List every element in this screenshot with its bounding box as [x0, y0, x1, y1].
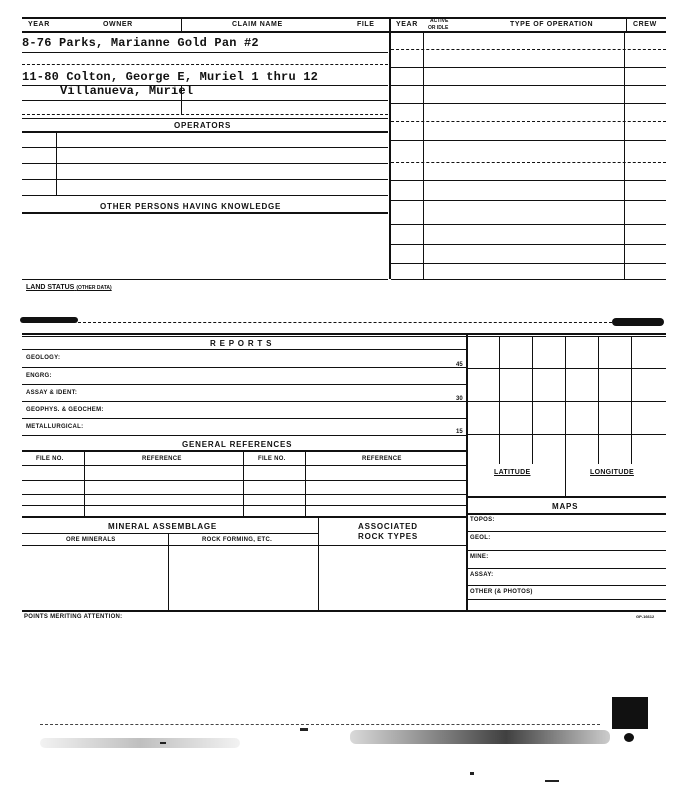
- ruled-line: [22, 114, 388, 115]
- top-border: [22, 17, 666, 19]
- operators-divider: [56, 133, 57, 195]
- header-owner: OWNER: [103, 21, 133, 28]
- ruled-line: [391, 200, 666, 201]
- header-file: FILE: [357, 21, 375, 28]
- scan-smear: [350, 730, 610, 744]
- grid-number-45: 45: [456, 362, 463, 368]
- header-year: YEAR: [28, 21, 50, 28]
- grid-col: [565, 336, 566, 496]
- header-divider: [181, 17, 182, 31]
- crew-column-divider: [624, 31, 625, 279]
- scan-smear-light: [40, 738, 240, 748]
- scan-speck: [470, 772, 474, 775]
- maps-topos-label: TOPOS:: [470, 517, 495, 523]
- grid-col: [631, 336, 632, 464]
- grid-number-15: 15: [456, 429, 463, 435]
- entry-villanueva: Villanueva, Muriel: [60, 84, 194, 98]
- section-rule: [466, 496, 666, 498]
- ruled-line: [22, 494, 466, 495]
- ruled-line: [22, 505, 466, 506]
- land-status-label: [26, 284, 112, 291]
- grid-col: [598, 336, 599, 464]
- header-type-of-operation: TYPE OF OPERATION: [510, 21, 594, 28]
- ruled-line: [466, 531, 666, 532]
- ruled-line: [22, 533, 318, 534]
- ruled-line: [22, 545, 466, 546]
- section-rule: [22, 131, 388, 133]
- ref-reference-1: REFERENCE: [142, 456, 182, 462]
- land-status-sub: (OTHER DATA): [76, 285, 112, 291]
- ruled-line: [466, 568, 666, 569]
- smudge-right: [612, 318, 664, 326]
- scan-speck: [300, 728, 308, 731]
- ref-divider: [305, 450, 306, 516]
- general-references-heading: GENERAL REFERENCES: [182, 440, 293, 449]
- section-rule: [22, 516, 466, 518]
- main-divider: [389, 17, 391, 279]
- latitude-label: LATITUDE: [494, 469, 531, 476]
- header-divider: [626, 17, 627, 31]
- form-number: GP-16612: [636, 614, 655, 619]
- header-crew: CREW: [633, 21, 657, 28]
- points-meriting-attention-label: POINTS MERITING ATTENTION:: [24, 614, 123, 620]
- smudge-left: [20, 317, 78, 323]
- ruled-line: [22, 480, 466, 481]
- ruled-line: [391, 121, 666, 122]
- grid-col: [532, 336, 533, 464]
- ruled-line: [22, 163, 388, 164]
- ruled-line: [466, 550, 666, 551]
- grid-row: [466, 434, 666, 435]
- entry-colton: 11-80 Colton, George E, Muriel 1 thru 12: [22, 70, 319, 84]
- ruled-line: [391, 224, 666, 225]
- ruled-line: [22, 64, 388, 65]
- engrg-label: ENGRG:: [26, 373, 52, 379]
- section-rule: [22, 610, 666, 612]
- section-rule: [22, 450, 466, 452]
- mineral-divider: [318, 516, 319, 611]
- ruled-line: [22, 384, 466, 385]
- ruled-line: [391, 49, 666, 50]
- reports-top-rule-thin: [22, 336, 666, 337]
- grid-row: [466, 368, 666, 369]
- maps-other-label: OTHER (& PHOTOS): [470, 589, 533, 595]
- ruled-line: [22, 401, 466, 402]
- ruled-line: [22, 52, 388, 53]
- active-column-divider: [423, 31, 424, 279]
- ruled-line: [78, 322, 612, 323]
- ref-divider: [84, 450, 85, 516]
- ref-divider: [243, 450, 244, 516]
- grid-col: [499, 336, 500, 464]
- entry-parks: 8-76 Parks, Marianne Gold Pan #2: [22, 36, 259, 50]
- ruled-line: [391, 244, 666, 245]
- ruled-line: [391, 67, 666, 68]
- geology-label: GEOLOGY:: [26, 355, 61, 361]
- associated-heading-1: ASSOCIATED: [358, 522, 418, 531]
- ruled-line: [22, 179, 388, 180]
- ruled-line: [391, 103, 666, 104]
- maps-mine-label: MINE:: [470, 554, 489, 560]
- section-rule: [22, 212, 388, 214]
- ruled-line: [22, 465, 466, 466]
- ruled-line: [391, 85, 666, 86]
- other-persons-heading: OTHER PERSONS HAVING KNOWLEDGE: [100, 202, 282, 211]
- reports-top-rule: [22, 333, 666, 335]
- rock-forming-label: ROCK FORMING, ETC.: [202, 537, 273, 543]
- header-year-2: YEAR: [396, 21, 418, 28]
- maps-geol-label: GEOL:: [470, 535, 491, 541]
- header-or-idle: OR IDLE: [428, 25, 449, 31]
- grid-number-30: 30: [456, 396, 463, 402]
- ore-minerals-label: ORE MINERALS: [66, 537, 116, 543]
- scan-dark-block: [612, 697, 648, 729]
- assay-ident-label: ASSAY & IDENT:: [26, 390, 78, 396]
- ruled-line: [22, 100, 388, 101]
- ruled-line: [391, 180, 666, 181]
- maps-heading: MAPS: [552, 502, 579, 511]
- ruled-line: [22, 147, 388, 148]
- header-active: ACTIVE: [430, 18, 449, 24]
- longitude-label: LONGITUDE: [590, 469, 634, 476]
- header-bottom-rule: [22, 31, 666, 33]
- ruled-line: [22, 367, 466, 368]
- ref-file-no-2: FILE NO.: [258, 456, 286, 462]
- ruled-line: [22, 435, 466, 436]
- scan-noise-line: [40, 724, 600, 725]
- land-status-text: LAND STATUS: [26, 284, 75, 291]
- ref-reference-2: REFERENCE: [362, 456, 402, 462]
- ruled-line: [22, 195, 388, 196]
- associated-heading-2: ROCK TYPES: [358, 532, 419, 541]
- geophys-label: GEOPHYS. & GEOCHEM:: [26, 407, 104, 413]
- section-rule: [466, 513, 666, 515]
- ruled-line: [466, 599, 666, 600]
- ref-file-no-1: FILE NO.: [36, 456, 64, 462]
- ruled-line: [391, 162, 666, 163]
- scan-speck: [545, 780, 559, 782]
- maps-assay-label: ASSAY:: [470, 572, 494, 578]
- ruled-line: [22, 279, 388, 280]
- scan-dot: [624, 733, 634, 742]
- operators-heading: OPERATORS: [174, 121, 232, 130]
- ruled-line: [22, 349, 466, 350]
- ruled-line: [391, 263, 666, 264]
- ruled-line: [391, 279, 666, 280]
- metallurgical-label: METALLURGICAL:: [26, 424, 84, 430]
- ruled-line: [466, 585, 666, 586]
- grid-row: [466, 401, 666, 402]
- scan-speck: [160, 742, 166, 744]
- ruled-line: [22, 418, 466, 419]
- header-claim-name: CLAIM NAME: [232, 21, 283, 28]
- reports-heading: R E P O R T S: [210, 339, 273, 348]
- mineral-assemblage-heading: MINERAL ASSEMBLAGE: [108, 522, 218, 531]
- ruled-line: [391, 140, 666, 141]
- section-rule: [22, 118, 388, 119]
- reports-right-divider: [466, 333, 468, 611]
